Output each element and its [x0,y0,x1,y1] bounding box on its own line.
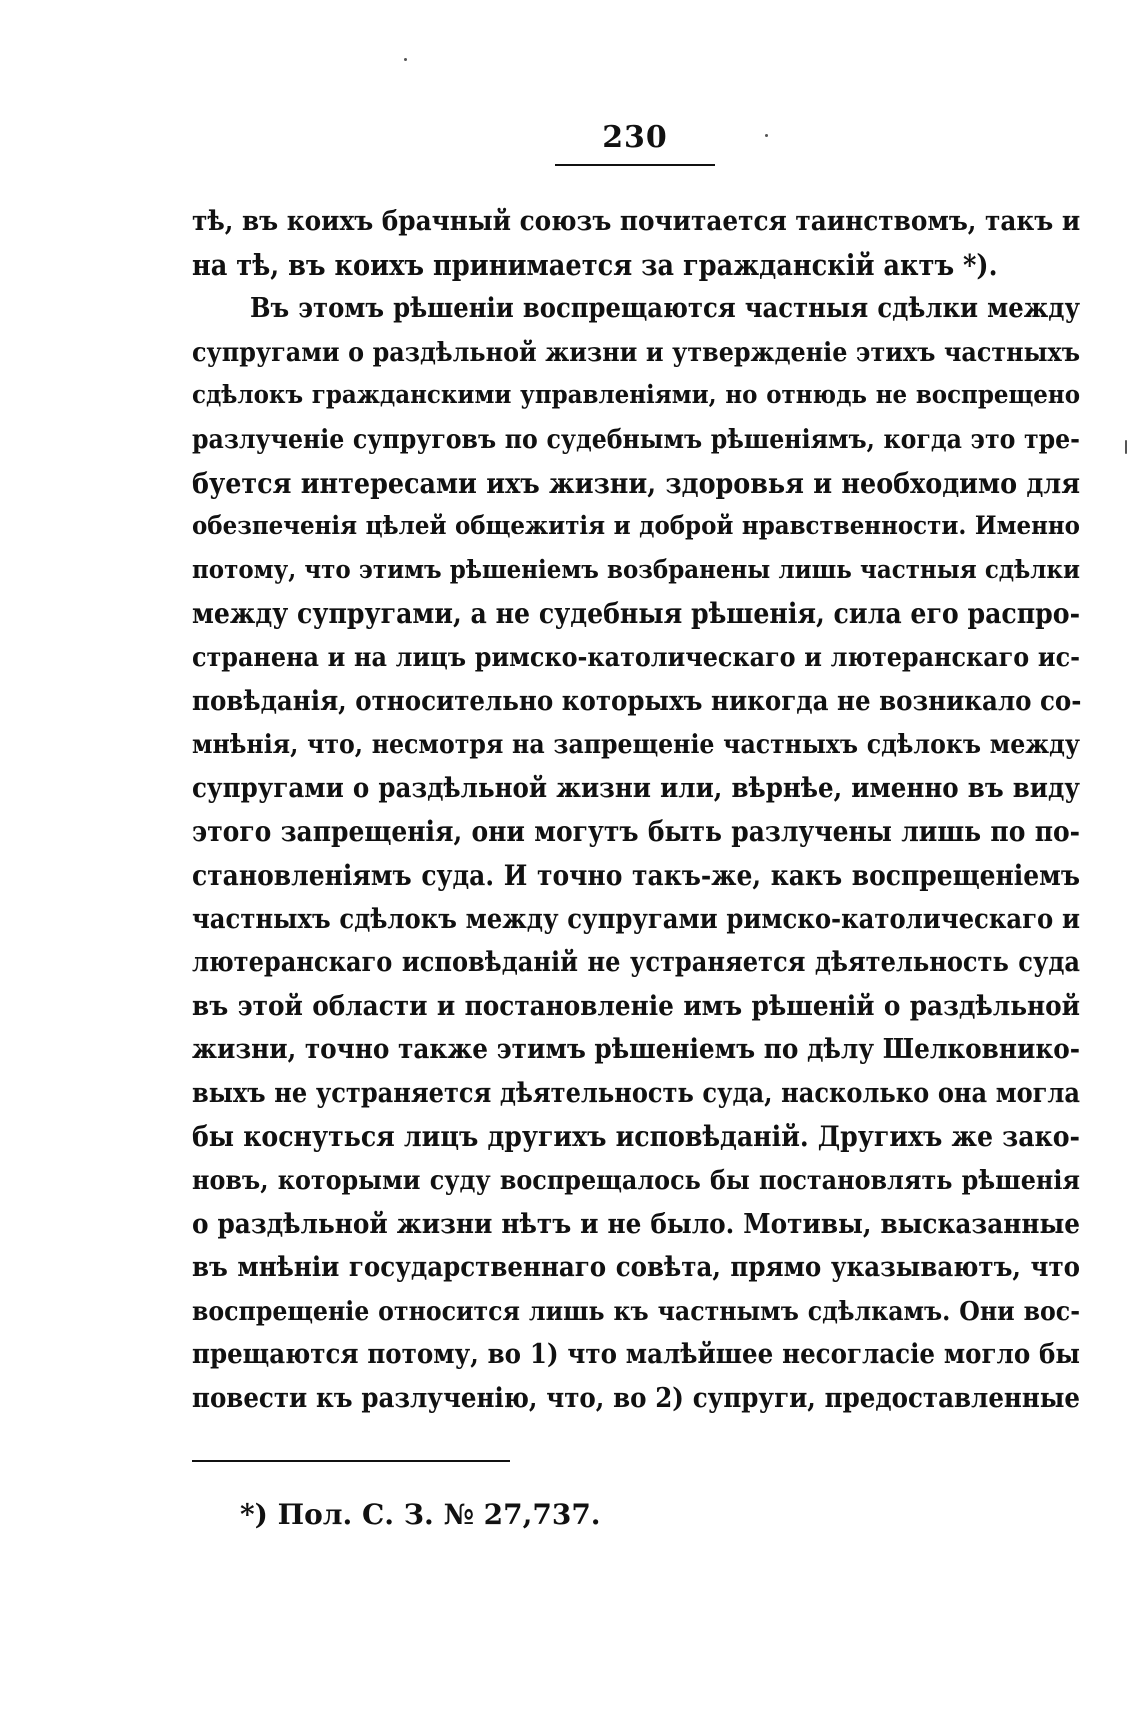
text-line: прещаются потому, во 1) что малѣйшее несогласіе могло бы [192,1338,1080,1371]
text-line: лютеранскаго исповѣданій не устраняется дѣятельность суда [192,947,1080,979]
text-line: между супругами, а не судебныя рѣшенія, сила его распро- [192,597,1081,631]
text-line: потому, что этимъ рѣшеніемъ возбранены лишь частныя сдѣлки [192,554,1080,585]
print-speck [765,134,768,137]
text-line: тѣ, въ коихъ брачный союзъ почитается таинствомъ, такъ и [192,205,1081,237]
text-line: становленіямъ суда. И точно такъ-же, какъ воспрещеніемъ [192,858,1080,892]
footnote: *) Пол. С. З. № 27,737. [240,1498,601,1531]
text-line: о раздѣльной жизни нѣтъ и не было. Мотивы, высказанные [192,1207,1080,1240]
text-line: обезпеченія цѣлей общежитія и доброй нравственности. Именно [192,511,1080,542]
text-line: новъ, которыми суду воспрещалось бы постановлять рѣшенія [192,1165,1080,1197]
print-speck [404,58,407,61]
text-line: этого запрещенія, они могутъ быть разлучены лишь по по- [192,815,1080,849]
print-speck [1125,440,1127,454]
text-line: выхъ не устраняется дѣятельность суда, насколько она могла [192,1077,1080,1109]
text-line: повѣданія, относительно которыхъ никогда не возникало со- [192,684,1082,717]
text-line: сдѣлокъ гражданскими управленіями, но отнюдь не воспрещено [192,380,1080,411]
body-text [192,200,1080,1421]
text-line: Въ этомъ рѣшеніи воспрещаются частныя сдѣлки между [250,293,1080,325]
text-line: частныхъ сдѣлокъ между супругами римско-католическаго и [192,903,1080,935]
text-line: странена и на лицъ римско-католическаго и лютеранскаго ис- [192,641,1080,673]
text-line: повести къ разлученію, что, во 2) супруги, предоставленные [192,1382,1080,1415]
footnote-separator [192,1460,510,1462]
text-line: воспрещеніе относится лишь къ частнымъ сдѣлкамъ. Они вос- [192,1295,1080,1327]
text-line: бы коснуться лицъ другихъ исповѣданій. Другихъ же зако- [192,1120,1080,1154]
text-line: жизни, точно также этимъ рѣшеніемъ по дѣлу Шелковнико- [192,1033,1080,1066]
text-line: въ этой области и постановленіе имъ рѣшеній о раздѣльной [192,989,1080,1022]
page-number-underline [555,164,715,166]
text-line: мнѣнія, что, несмотря на запрещеніе частныхъ сдѣлокъ между [192,729,1080,761]
text-line: буется интересами ихъ жизни, здоровья и необходимо для [192,465,1080,500]
page-number: 230 [602,120,668,155]
text-line: въ мнѣніи государственнаго совѣта, прямо указываютъ, что [192,1251,1080,1284]
text-line: супругами о раздѣльной жизни и утвержденіе этихъ частныхъ [192,336,1080,368]
text-line: супругами о раздѣльной жизни или, вѣрнѣе, именно въ виду [192,771,1080,804]
text-line: разлученіе супруговъ по судебнымъ рѣшеніямъ, когда это тре- [192,423,1080,455]
text-line: на тѣ, въ коихъ принимается за гражданскій актъ *). [192,247,998,282]
